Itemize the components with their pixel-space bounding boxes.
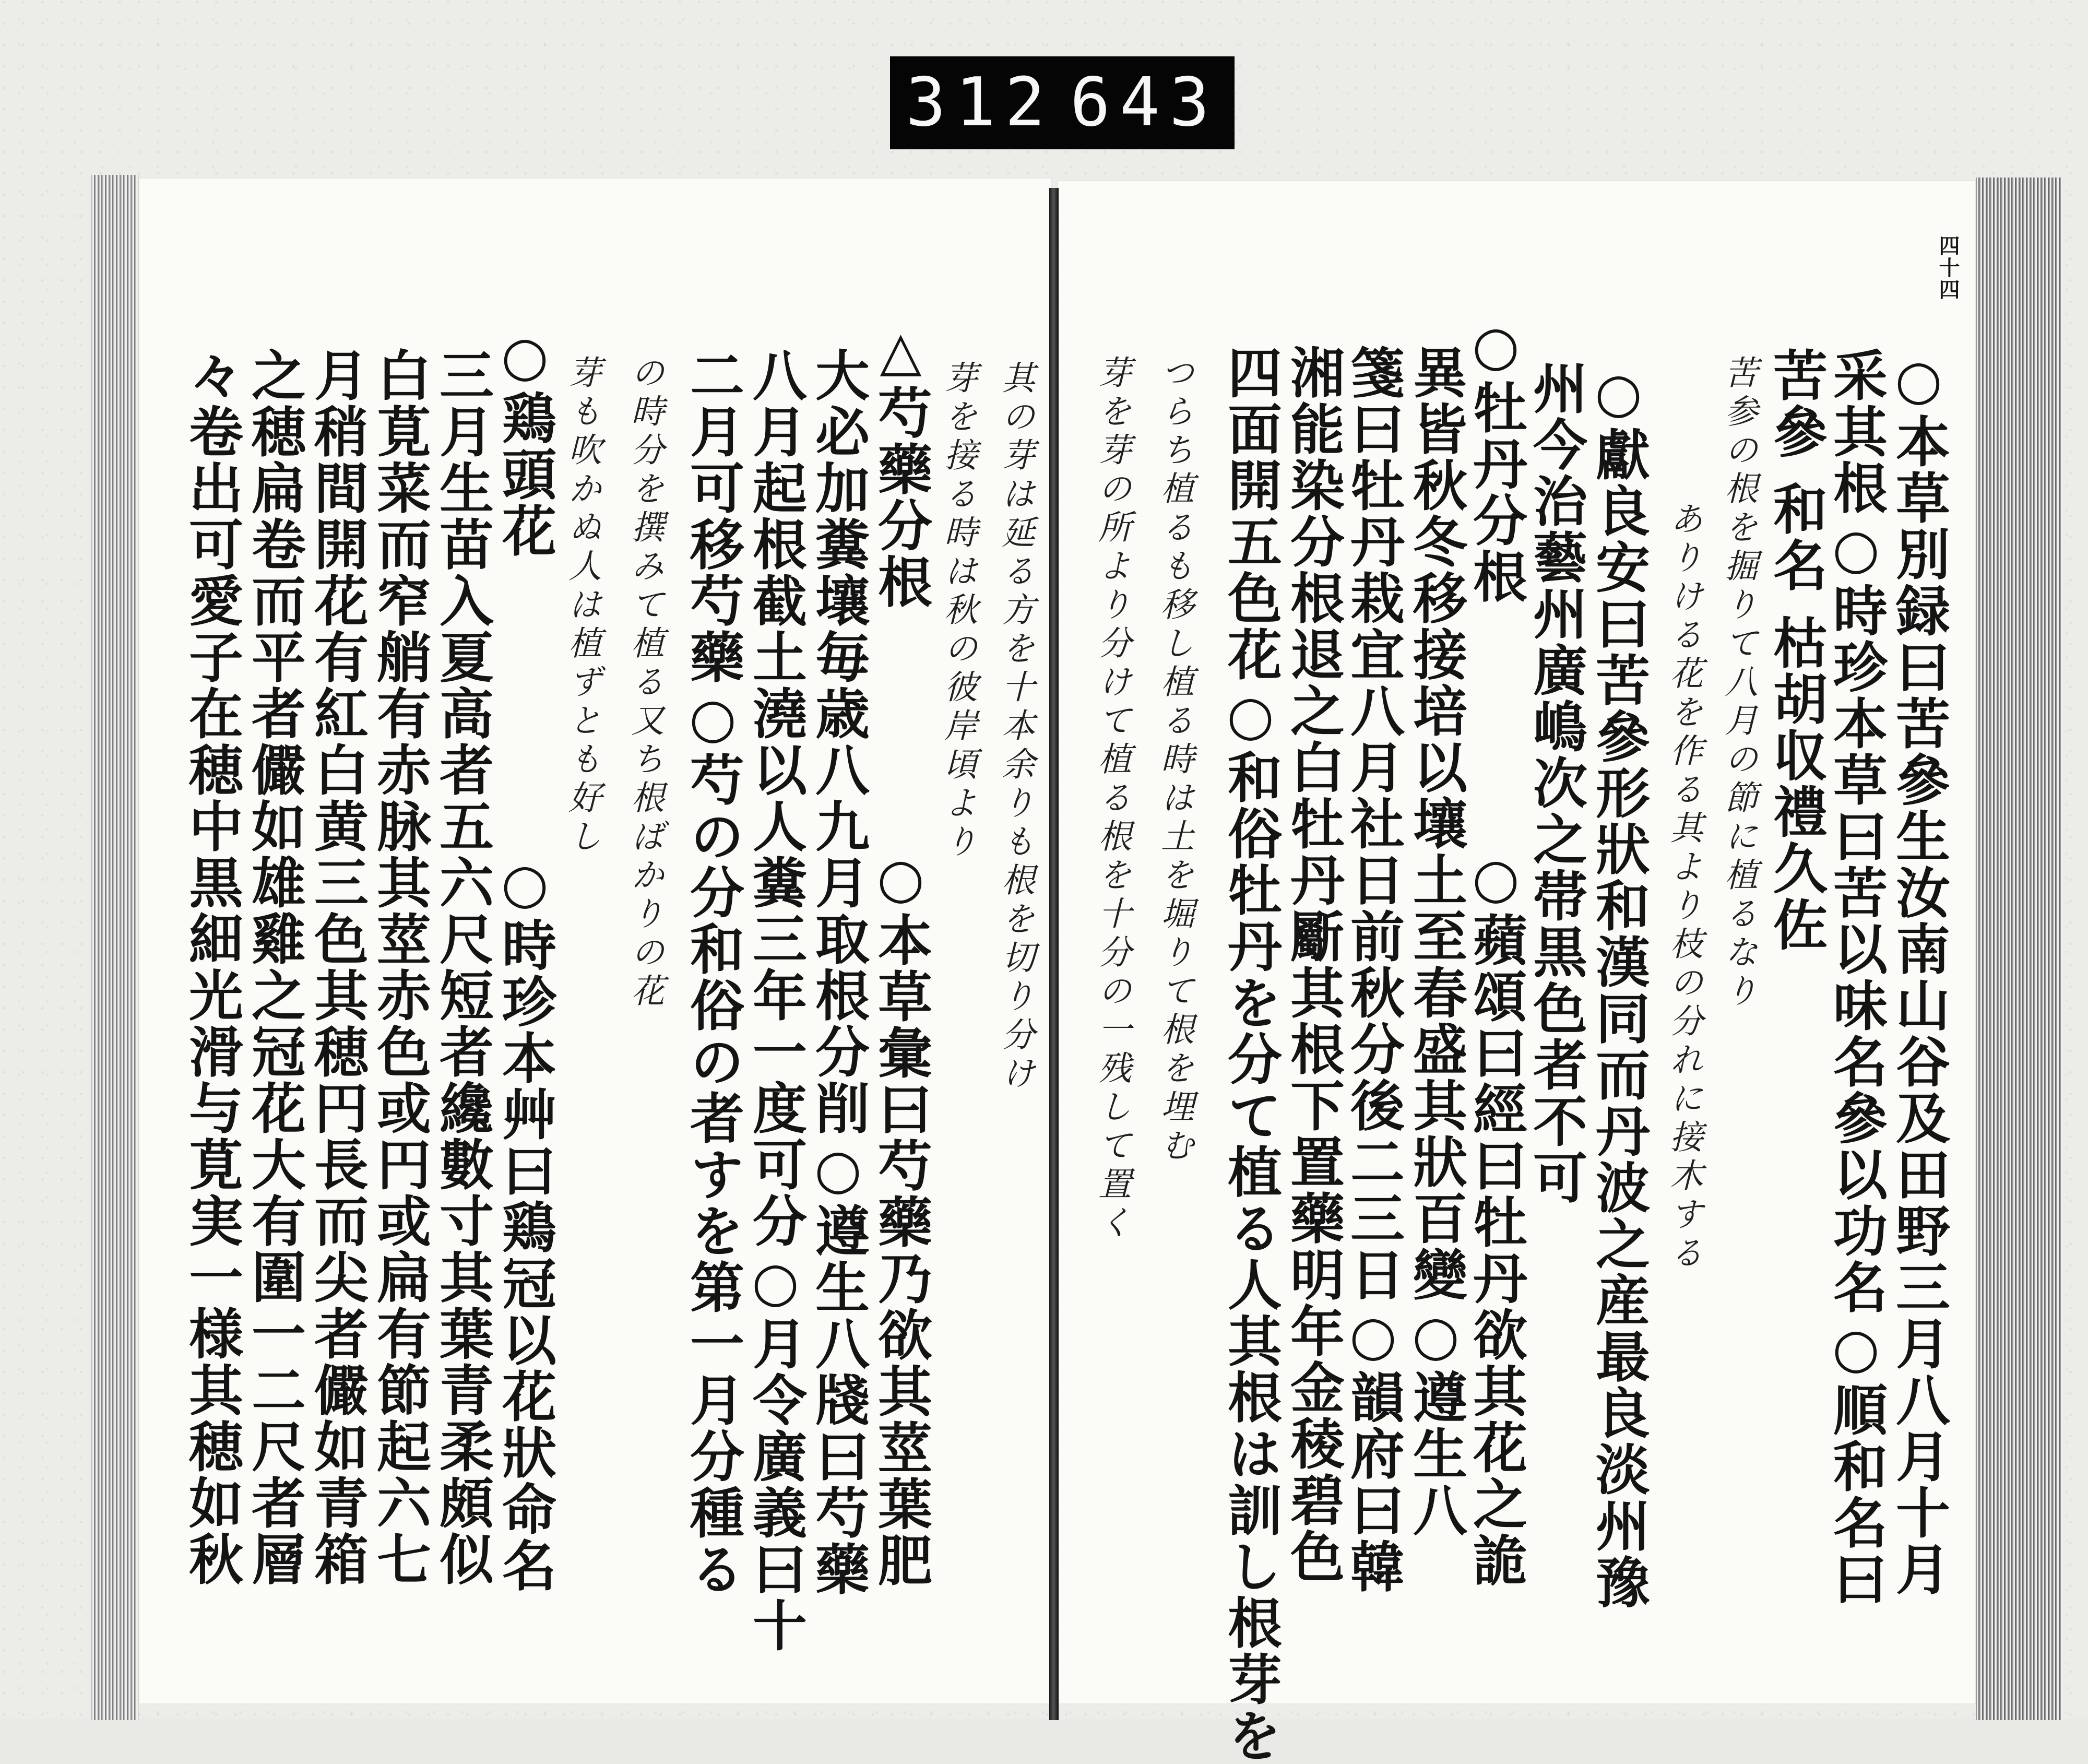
text-column: 采其根○時珍本草曰苦以味名參以功名○順和名曰 (1824, 347, 1888, 1607)
text-column: 之穂扁卷而平者儼如雄雞之冠花大有圍一二尺者層 (242, 347, 306, 1588)
text-column: 苦參 和名 枯胡収禮久佐 (1764, 347, 1828, 953)
text-column: ○蘋頌曰經曰牡丹欲其花之詭 (1464, 846, 1528, 1589)
text-column: 白莧菜而窄艄有赤脉其莖赤色或円或扁有節起六七 (367, 347, 432, 1588)
text-column: ○本草別録曰苦參生汝南山谷及田野三月八月十月 (1887, 347, 1951, 1597)
handwritten-note: 其の芽は延る方を十本余りも根を切り分け (996, 360, 1035, 1094)
text-column: 四面開五色花○和俗牡丹を分て植る人其根は訓し根芽を (1218, 345, 1283, 1764)
catalog-label-left: 312 (906, 64, 1055, 141)
text-column: 湘能染分根退之白牡丹斸其根下置藥明年金稜碧色 (1281, 345, 1345, 1585)
left-page-edge (91, 175, 138, 1720)
book-spine (1049, 188, 1059, 1720)
section-heading: ○鶏頭花 (493, 324, 557, 559)
text-column: 三月生苗入夏高者五六尺短者纔數寸其葉青柔頗似 (430, 347, 494, 1588)
text-column: 州今治藝州廣嶋次之帯黒色者不可 (1524, 360, 1588, 1206)
handwritten-note: 芽も吹かぬ人は植ずとも好し (563, 355, 601, 857)
handwritten-note: ありける花を作る其より枝の分れに接木する (1664, 501, 1703, 1274)
text-column: ○時珍本艸曰鶏冠以花狀命名 (493, 851, 557, 1594)
text-column: 二月可移芍藥○芍の分和俗の者すを第一月分種る (681, 347, 745, 1597)
text-column: 大必加糞壤毎歳八九月取根分削○遵生八牋曰芍藥 (806, 347, 870, 1597)
handwritten-note: 芽を芽の所より分けて植る根を十分の一残して置く (1093, 355, 1131, 1244)
page-number: 四十四 (1936, 235, 1960, 301)
handwritten-note: 苦参の根を掘りて八月の節に植るなり (1719, 355, 1758, 1012)
text-column: ○本草彙曰芍藥乃欲其莖葉肥 (869, 846, 933, 1589)
text-column: ○獻良安曰苦參形狀和漢同而丹波之産最良淡州豫 (1586, 360, 1651, 1611)
handwritten-note: つらち植るも移し植る時は土を堀りて根を埋む (1155, 355, 1194, 1166)
text-column: 異皆秋冬移接培以壤土至春盛其狀百變○遵生八 (1404, 345, 1468, 1538)
handwritten-note: の時分を撰みて植る又ち根ばかりの花 (625, 355, 664, 1012)
text-column: 々卷出可愛子在穂中黒細光滑与莧実一様其穂如秋 (180, 347, 244, 1588)
catalog-label-right: 643 (1070, 64, 1219, 141)
text-column: 月稍間開花有紅白黄三色其穂円長而尖者儼如青箱 (305, 347, 369, 1588)
handwritten-note: 芽を接る時は秋の彼岸頃より (939, 360, 977, 862)
section-heading: △芍藥分根 (869, 318, 933, 610)
text-column: 八月起根截土澆以人糞三年一度可分○月令廣義曰十 (743, 347, 808, 1654)
text-column: 箋曰牡丹栽宜八月社日前秋分後二三日○韻府曰韓 (1341, 345, 1405, 1595)
right-page-edge (1976, 177, 2062, 1720)
text-column: ○牡丹分根 (1464, 313, 1528, 605)
catalog-label (890, 56, 1235, 149)
